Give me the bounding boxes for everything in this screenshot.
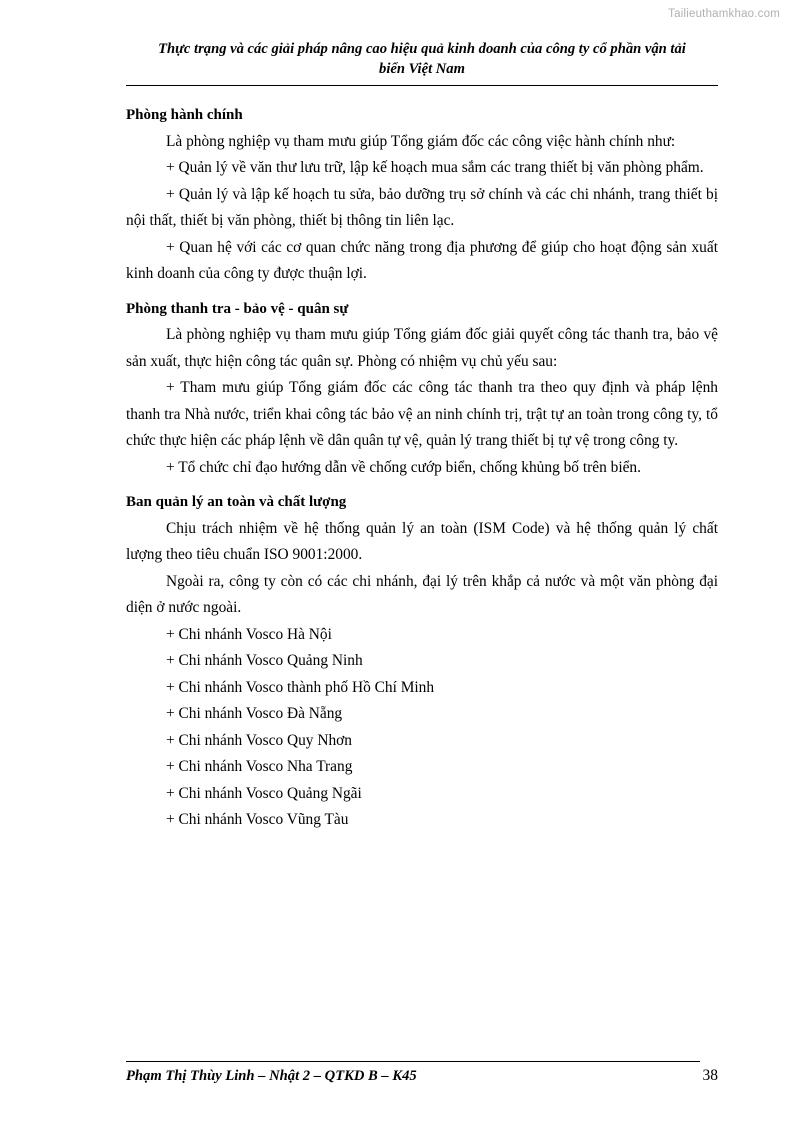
- list-item: + Chi nhánh Vosco Đà Nẵng: [166, 705, 343, 723]
- header-divider: [126, 85, 718, 86]
- page-content: [126, 40, 718, 834]
- paragraph: + Quản lý về văn thư lưu trữ, lập kế hoạch mua sắm các trang thiết bị văn phòng phẩm.: [166, 159, 704, 177]
- paragraph: + Tham mưu giúp Tổng giám đốc các công tác thanh tra theo quy định và pháp lệnh thanh tra Nhà nước, triển khai công tác bảo vệ an ninh chính trị, trật tự an toàn trong công ty, tổ chức thực hiện các pháp lệnh về dân quân tự vệ, quản lý trang thiết bị tự vệ trong công ty.: [126, 379, 718, 450]
- list-item: + Chi nhánh Vosco Vũng Tàu: [166, 811, 349, 829]
- page-footer: [126, 1061, 718, 1085]
- list-item: + Chi nhánh Vosco Quảng Ngãi: [166, 784, 362, 802]
- paragraph: Là phòng nghiệp vụ tham mưu giúp Tổng giám đốc giải quyết công tác thanh tra, bảo vệ sản xuất, thực hiện công tác quân sự. Phòng có nhiệm vụ chủ yếu sau:: [126, 326, 718, 370]
- paragraph: Là phòng nghiệp vụ tham mưu giúp Tổng giám đốc các công việc hành chính như:: [166, 132, 676, 150]
- list-item: + Chi nhánh Vosco Quảng Ninh: [166, 652, 363, 670]
- list-item: + Chi nhánh Vosco thành phố Hồ Chí Minh: [166, 678, 435, 696]
- paragraph: Ngoài ra, công ty còn có các chi nhánh, đại lý trên khắp cả nước và một văn phòng đại diện ở nước ngoài.: [126, 572, 718, 617]
- watermark-text: Tailieuthamkhao.com: [668, 8, 780, 20]
- list-item: + Chi nhánh Vosco Hà Nội: [166, 625, 332, 643]
- running-header-line-2: biển Việt Nam: [379, 60, 465, 77]
- paragraph: + Quản lý và lập kế hoạch tu sửa, bảo dưỡng trụ sở chính và các chi nhánh, trang thiết bị nội thất, thiết bị văn phòng, thiết bị thông tin liên lạc.: [126, 185, 718, 230]
- footer-author: Phạm Thị Thùy Linh – Nhật 2 – QTKD B – K45: [126, 1068, 417, 1084]
- paragraph: Chịu trách nhiệm về hệ thống quản lý an toàn (ISM Code) và hệ thống quản lý chất lượng theo tiêu chuẩn ISO 9001:2000.: [126, 519, 718, 564]
- list-item: + Chi nhánh Vosco Quy Nhơn: [166, 731, 352, 749]
- page-number: 38: [702, 1067, 718, 1084]
- running-header: [126, 40, 718, 83]
- list-item: + Chi nhánh Vosco Nha Trang: [166, 758, 353, 776]
- section-heading-administration: Phòng hành chính: [126, 107, 243, 124]
- footer-divider: [126, 1061, 700, 1062]
- running-header-line-1: Thực trạng và các giải pháp nâng cao hiệu quả kinh doanh của công ty cổ phần vận tải: [158, 41, 686, 57]
- paragraph: + Tổ chức chỉ đạo hướng dẫn về chống cướp biển, chống khủng bố trên biển.: [166, 458, 641, 476]
- section-heading-safety-quality: Ban quản lý an toàn và chất lượng: [126, 494, 347, 511]
- paragraph: + Quan hệ với các cơ quan chức năng trong địa phương để giúp cho hoạt động sản xuất kinh doanh của công ty được thuận lợi.: [126, 238, 718, 283]
- section-heading-inspection-security: Phòng thanh tra - bảo vệ - quân sự: [126, 300, 349, 317]
